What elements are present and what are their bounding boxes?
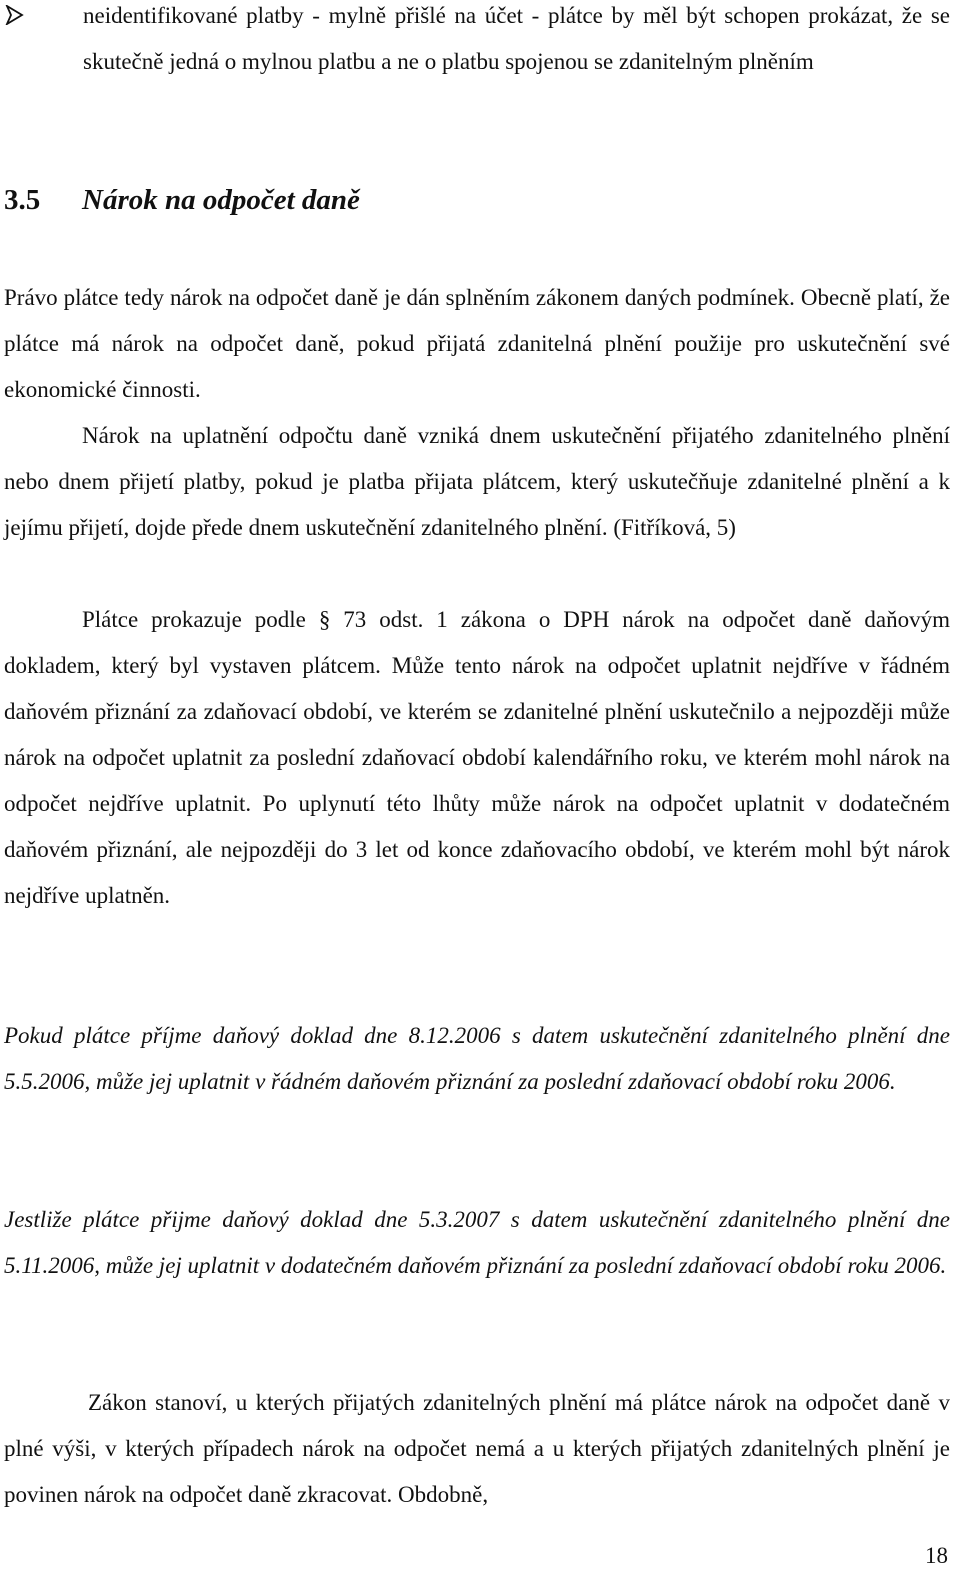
bullet-text: neidentifikované platby - mylně přišlé na účet - plátce by měl být schopen prokázat, že se skutečně jedná o mylnou platbu a ne o platbu spojenou se zdanitelným plněním: [83, 3, 950, 74]
paragraph-3-text: Plátce prokazuje podle § 73 odst. 1 zákona o DPH nárok na odpočet daně daňovým dokladem, který byl vystaven plátcem. Může tento nárok na odpočet uplatnit nejdříve v řádném daňovém přiznání za zdaňovací období, ve kterém se zdanitelné plnění uskutečnilo a nejpozději může nárok na odpočet uplatnit za poslední zdaňovací období kalendářního roku, ve kterém mohl nárok na odpočet nejdříve uplatnit. Po uplynutí této lhůty může nárok na odpočet uplatnit v dodatečném daňovém přiznání, ale nejpozději do 3 let od konce zdaňovacího období, ve kterém mohl být nárok nejdříve uplatněn.: [4, 607, 950, 908]
example-2-text: Jestliže plátce přijme daňový doklad dne 5.3.2007 s datem uskutečnění zdanitelného plnění dne 5.11.2006, může jej uplatnit v dodatečném daňovém přiznání za poslední zdaňovací období roku 2006.: [4, 1207, 950, 1278]
paragraph-2: [4, 413, 950, 551]
paragraph-3: [4, 597, 950, 919]
paragraph-4-text: Zákon stanoví, u kterých přijatých zdanitelných plnění má plátce nárok na odpočet daně v plné výši, v kterých případech nárok na odpočet nemá a u kterých přijatých zdanitelných plnění je povinen nárok na odpočet daně zkracovat. Obdobně,: [4, 1390, 950, 1507]
page-number: 18: [925, 1543, 948, 1568]
bullet-item: [4, 0, 950, 85]
section-number: 3.5: [4, 184, 41, 216]
example-1-text: Pokud plátce příjme daňový doklad dne 8.12.2006 s datem uskutečnění zdanitelného plnění dne 5.5.2006, může jej uplatnit v řádném daňovém přiznání za poslední zdaňovací období roku 2006.: [4, 1023, 950, 1094]
example-1: [4, 1013, 950, 1105]
section-heading: [4, 176, 360, 224]
paragraph-1: [4, 275, 950, 413]
paragraph-4: [4, 1380, 950, 1518]
section-title: Nárok na odpočet daně: [82, 184, 360, 216]
paragraph-1-text: Právo plátce tedy nárok na odpočet daně je dán splněním zákonem daných podmínek. Obecně platí, že plátce má nárok na odpočet daně, pokud přijatá zdanitelná plnění použije pro uskutečnění své ekonomické činnosti.: [4, 285, 950, 402]
paragraph-2-text: Nárok na uplatnění odpočtu daně vzniká dnem uskutečnění přijatého zdanitelného plnění nebo dnem přijetí platby, pokud je platba přijata plátcem, který uskutečňuje zdanitelné plnění a k jejímu přijetí, dojde přede dnem uskutečnění zdanitelného plnění. (Fitříková, 5): [4, 423, 950, 540]
arrow-bullet-icon: [4, 5, 24, 25]
example-2: [4, 1197, 950, 1289]
